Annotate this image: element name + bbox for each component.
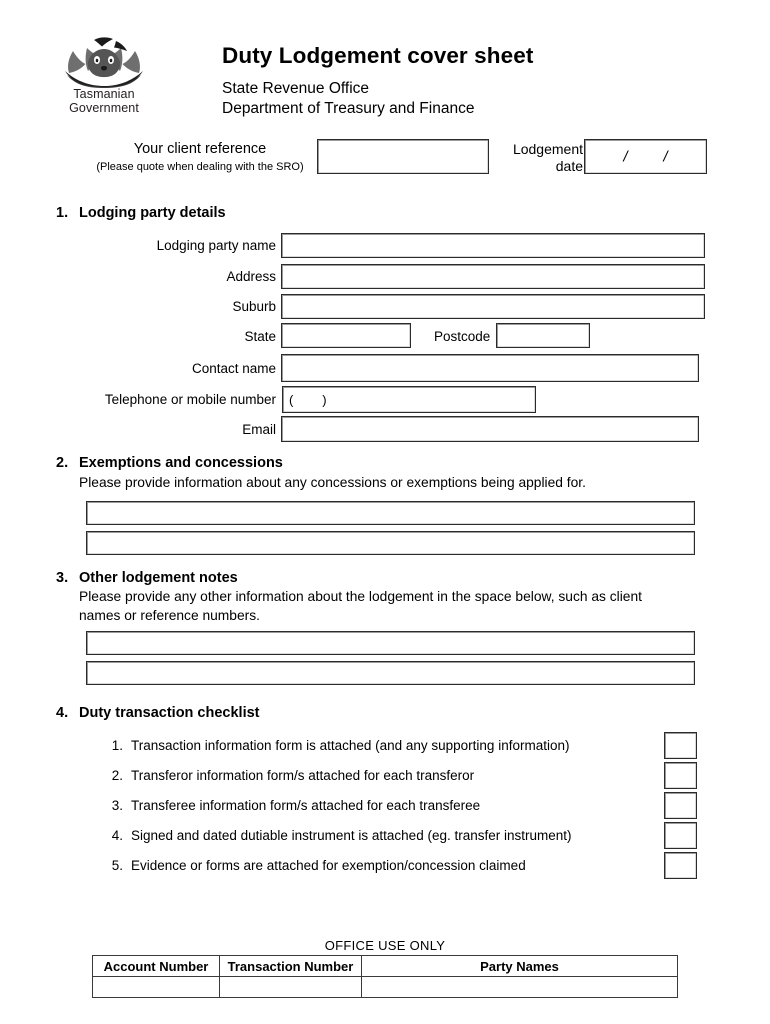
- section-1-number: 1.: [56, 205, 69, 221]
- lodgement-date-separator-1: /: [623, 148, 628, 165]
- input-exemptions-line-1[interactable]: [86, 501, 695, 525]
- input-lodging-party-name[interactable]: [281, 233, 705, 258]
- column-header-account-number: Account Number: [93, 956, 220, 977]
- section-1-title: Lodging party details: [79, 205, 226, 221]
- section-3-title: Other lodgement notes: [79, 570, 238, 586]
- label-postcode: Postcode: [434, 329, 491, 344]
- section-3-number: 3.: [56, 570, 69, 586]
- label-suburb: Suburb: [232, 299, 276, 314]
- label-email: Email: [242, 422, 276, 437]
- input-address[interactable]: [281, 264, 705, 289]
- checklist-item-5-checkbox[interactable]: [664, 852, 697, 879]
- checklist-item-3-number: 3.: [111, 798, 123, 813]
- label-lodging-party-name: Lodging party name: [156, 238, 276, 253]
- label-contact-name: Contact name: [191, 361, 276, 376]
- input-suburb[interactable]: [281, 294, 705, 319]
- page-title: Duty Lodgement cover sheet: [222, 43, 534, 68]
- lodgement-date-label: [494, 141, 583, 175]
- client-reference-label: Your client reference: [133, 141, 267, 157]
- input-contact-name[interactable]: [281, 354, 699, 382]
- label-address: Address: [226, 269, 276, 284]
- value-telephone: ( ): [289, 392, 327, 407]
- column-header-party-names: Party Names: [362, 956, 678, 977]
- header-subtitle-department: Department of Treasury and Finance: [222, 100, 475, 117]
- column-header-transaction-number: Transaction Number: [220, 956, 362, 977]
- checklist-item-2-checkbox[interactable]: [664, 762, 697, 789]
- checklist-item-5-number: 5.: [111, 858, 123, 873]
- cell-party-names[interactable]: [362, 977, 678, 998]
- section-2-description: Please provide information about any concessions or exemptions being applied for.: [79, 475, 586, 490]
- input-telephone[interactable]: [282, 386, 536, 413]
- table-header-row: [93, 956, 678, 977]
- checklist-item-4-number: 4.: [111, 828, 123, 843]
- cell-transaction-number[interactable]: [220, 977, 362, 998]
- cell-account-number[interactable]: [93, 977, 220, 998]
- label-telephone: Telephone or mobile number: [104, 392, 276, 407]
- input-other-notes-line-2[interactable]: [86, 661, 695, 685]
- label-state: State: [244, 329, 276, 344]
- lodgement-date-input[interactable]: [584, 139, 707, 174]
- office-use-only-heading: OFFICE USE ONLY: [324, 938, 446, 953]
- lodgement-date-separators: [585, 148, 706, 165]
- client-reference-input[interactable]: [317, 139, 489, 174]
- checklist-item-1-label: Transaction information form is attached (and any supporting information): [131, 738, 570, 753]
- checklist-item-2-number: 2.: [111, 768, 123, 783]
- input-state[interactable]: [281, 323, 411, 348]
- checklist-item-4-checkbox[interactable]: [664, 822, 697, 849]
- input-postcode[interactable]: [496, 323, 590, 348]
- tasmanian-government-logo-icon: [62, 36, 146, 88]
- lodgement-date-label-line-1: Lodgement: [512, 141, 583, 157]
- checklist-item-1-checkbox[interactable]: [664, 732, 697, 759]
- header-subtitle-office: State Revenue Office: [222, 80, 370, 97]
- checklist-item-4-label: Signed and dated dutiable instrument is attached (eg. transfer instrument): [131, 828, 572, 843]
- logo-text-line-2: Government: [69, 100, 139, 115]
- tasmanian-government-logo: [62, 36, 146, 114]
- input-email[interactable]: [281, 416, 699, 442]
- logo-text-line-1: Tasmanian: [73, 87, 135, 101]
- table-row: [93, 977, 678, 998]
- checklist-item-3-checkbox[interactable]: [664, 792, 697, 819]
- checklist-item-5-label: Evidence or forms are attached for exemption/concession claimed: [131, 858, 526, 873]
- section-2-title: Exemptions and concessions: [79, 455, 283, 471]
- section-4-number: 4.: [56, 705, 69, 721]
- input-exemptions-line-2[interactable]: [86, 531, 695, 555]
- checklist-item-2-label: Transferor information form/s attached for each transferor: [131, 768, 475, 783]
- office-use-table: [92, 955, 678, 998]
- lodgement-date-separator-2: /: [663, 148, 668, 165]
- lodgement-date-label-line-2: date: [555, 158, 583, 174]
- section-3-description: Please provide any other information about the lodgement in the space below, such as client names or reference numbers.: [79, 589, 642, 623]
- section-4-title: Duty transaction checklist: [79, 705, 260, 721]
- client-reference-note: (Please quote when dealing with the SRO): [96, 161, 304, 173]
- checklist-item-1-number: 1.: [111, 738, 123, 753]
- input-other-notes-line-1[interactable]: [86, 631, 695, 655]
- checklist-item-3-label: Transferee information form/s attached for each transferee: [131, 798, 481, 813]
- section-2-number: 2.: [56, 455, 69, 471]
